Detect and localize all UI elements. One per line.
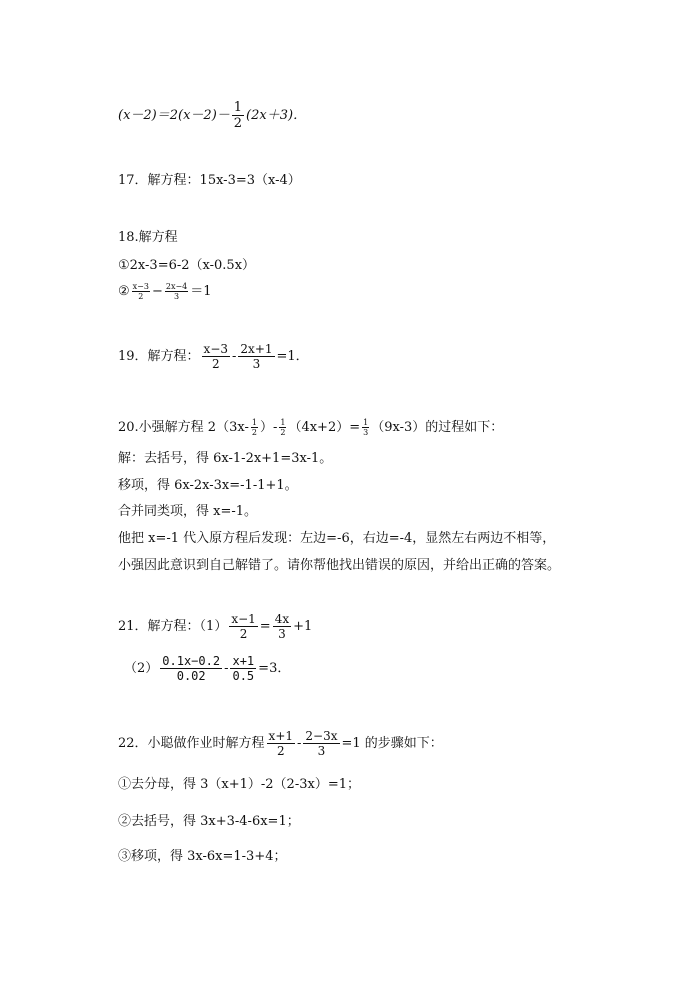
label: ② [118, 284, 130, 299]
fraction [160, 654, 222, 683]
fraction [230, 654, 256, 683]
denominator: 3 [252, 357, 261, 371]
denominator: 3 [317, 744, 326, 758]
numerator: 1 [233, 100, 243, 115]
numerator: 2x−4 [165, 282, 188, 291]
denominator: 2 [211, 357, 220, 371]
numerator: 1 [251, 418, 257, 427]
numerator: 4x [274, 612, 290, 626]
text-part: 20.小强解方程 2（3x- [118, 420, 249, 435]
numerator: 2x+1 [240, 342, 273, 356]
fraction [165, 282, 188, 301]
numerator: x−3 [203, 342, 229, 356]
problem-20-intro [118, 418, 503, 437]
numerator: x+1 [232, 654, 255, 668]
denominator: 0.02 [176, 669, 206, 683]
label: 19．解方程： [118, 349, 200, 364]
problem-21-part-1 [118, 612, 312, 641]
fraction [279, 418, 286, 437]
denominator: 2 [138, 292, 144, 301]
problem-20-step-1: 解：去括号，得 6x-1-2x+1=3x-1。 [118, 451, 333, 466]
label: （2） [124, 661, 159, 676]
text-part: （9x-3）的过程如下： [371, 420, 504, 435]
equation-part: =3． [258, 661, 291, 676]
problem-22-step-3: ③移项，得 3x-6x=1-3+4； [118, 849, 287, 864]
equation-line-top [118, 100, 306, 131]
text-part: 22．小聪做作业时解方程 [118, 736, 265, 751]
text-part: （4x+2）= [288, 420, 361, 435]
denominator: 0.5 [232, 669, 255, 683]
operator: - [232, 349, 237, 364]
problem-21-part-2 [124, 654, 290, 683]
fraction [273, 612, 291, 641]
fraction [202, 342, 230, 371]
denominator: 2 [251, 428, 257, 437]
text-part: =1 的步骤如下： [341, 736, 443, 751]
numerator: x+1 [268, 729, 294, 743]
problem-18-part-1: ①2x-3=6-2（x-0.5x） [118, 258, 256, 273]
text-part: ）- [259, 420, 278, 435]
denominator: 2 [233, 116, 243, 131]
denominator: 2 [239, 627, 248, 641]
equation-part: ＝1 [190, 284, 212, 299]
denominator: 2 [280, 428, 286, 437]
numerator: x−1 [231, 612, 256, 626]
equation-part: (x－2)＝2(x－2)－ [118, 108, 230, 123]
fraction [229, 612, 257, 641]
numerator: 1 [280, 418, 286, 427]
label: 21．解方程：（1） [118, 619, 228, 634]
fraction [267, 729, 295, 758]
problem-22-intro [118, 729, 443, 758]
equation-part: +1 [293, 619, 313, 634]
denominator: 2 [276, 744, 285, 758]
problem-18-title: 18.解方程 [118, 230, 178, 245]
problem-22-step-2: ②去括号，得 3x+3-4-6x=1； [118, 814, 300, 829]
numerator: x−3 [132, 282, 149, 291]
fraction [303, 729, 339, 758]
fraction [251, 418, 258, 437]
fraction [232, 100, 244, 131]
denominator: 3 [278, 627, 286, 641]
problem-20-question: 小强因此意识到自己解错了。请你帮他找出错误的原因，并给出正确的答案。 [118, 558, 561, 573]
operator: = [259, 619, 271, 634]
numerator: 1 [363, 418, 369, 427]
operator: - [297, 736, 302, 751]
problem-20-check: 他把 x=-1 代入原方程后发现：左边=-6，右边=-4，显然左右两边不相等， [118, 531, 556, 546]
problem-18-part-2 [118, 282, 212, 301]
problem-20-step-2: 移项，得 6x-2x-3x=-1-1+1。 [118, 478, 298, 493]
denominator: 3 [363, 428, 369, 437]
numerator: 2−3x [305, 729, 338, 743]
equation-part: =1． [276, 349, 309, 364]
fraction [132, 282, 150, 301]
equation-part: (2x＋3)． [246, 108, 307, 123]
numerator: 0.1x−0.2 [162, 654, 221, 668]
fraction [238, 342, 274, 371]
denominator: 3 [174, 292, 180, 301]
fraction [362, 418, 369, 437]
problem-20-step-3: 合并同类项，得 x=-1。 [118, 504, 258, 519]
problem-19 [118, 342, 309, 371]
operator: − [151, 284, 163, 299]
operator: - [224, 661, 229, 676]
problem-17: 17．解方程：15x-3=3（x-4） [118, 173, 301, 188]
problem-22-step-1: ①去分母，得 3（x+1）-2（2-3x）=1； [118, 777, 360, 792]
